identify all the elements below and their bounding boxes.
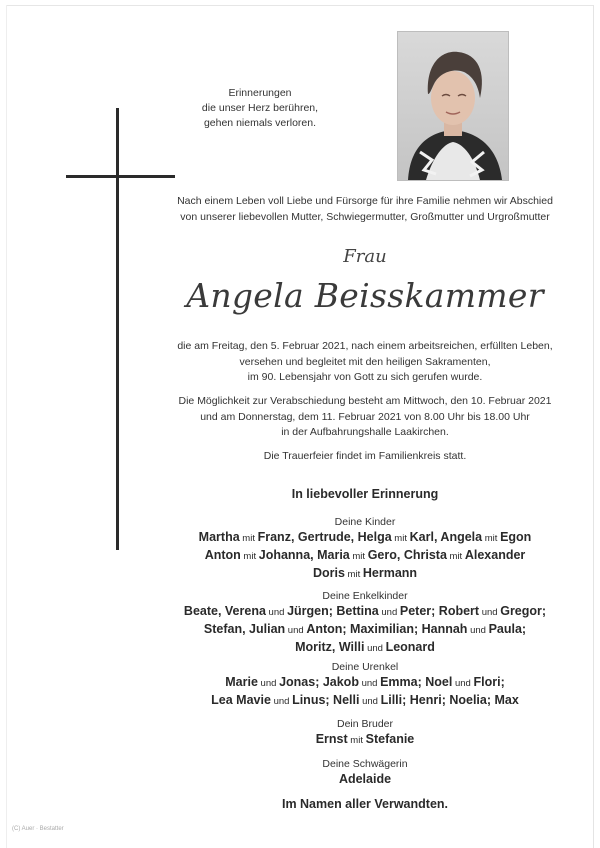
person-names: Marie bbox=[225, 675, 258, 689]
name-connector: und bbox=[467, 625, 489, 636]
person-names: Peter; Robert bbox=[399, 604, 480, 618]
person-names: Gero, Christa bbox=[367, 548, 447, 562]
death-line: versehen und begleitet mit den heiligen Sakramenten, bbox=[239, 355, 491, 368]
intro-line: Nach einem Leben voll Liebe und Fürsorge für ihre Familie nehmen wir Abschied bbox=[177, 195, 553, 207]
death-line: die am Freitag, den 5. Februar 2021, nach einem arbeitsreichen, erfüllten Leben, bbox=[177, 340, 553, 352]
farewell-line: und am Donnerstag, dem 11. Februar 2021 von 8.00 Uhr bis 18.00 Uhr bbox=[200, 410, 530, 423]
name-connector: und bbox=[285, 625, 307, 636]
person-names: Ernst bbox=[315, 732, 348, 746]
name-line bbox=[135, 621, 595, 639]
person-names: Emma; Noel bbox=[380, 675, 453, 689]
farewell-line: in der Aufbahrungshalle Laakirchen. bbox=[281, 426, 449, 438]
person-names: Johanna, Maria bbox=[258, 548, 350, 562]
group-names-brother bbox=[135, 731, 595, 749]
person-names: Stefan, Julian bbox=[203, 622, 286, 636]
death-announcement bbox=[135, 339, 595, 386]
group-label-grandchildren: Deine Enkelkinder bbox=[322, 590, 408, 602]
name-line bbox=[135, 529, 595, 547]
group-names-great-grandchildren bbox=[135, 674, 595, 710]
name-connector: und bbox=[452, 678, 474, 689]
person-names: Anton; Maximilian; Hannah bbox=[306, 622, 468, 636]
quote-line: Erinnerungen bbox=[228, 87, 292, 99]
page-border-left bbox=[6, 5, 7, 848]
person-names: Lea Mavie bbox=[211, 693, 271, 707]
person-names: Gregor; bbox=[500, 604, 547, 618]
quote-line: die unser Herz berühren, bbox=[201, 102, 319, 114]
name-connector: und bbox=[358, 678, 381, 689]
name-connector: und bbox=[270, 696, 293, 707]
name-connector: mit bbox=[446, 551, 465, 562]
group-label-brother: Dein Bruder bbox=[336, 718, 394, 730]
name-line bbox=[135, 639, 595, 657]
name-connector: und bbox=[265, 607, 288, 618]
group-label-sister-in-law: Deine Schwägerin bbox=[322, 758, 408, 770]
person-names: Flori; bbox=[473, 675, 505, 689]
deceased-name: Angela Beisskammer bbox=[186, 276, 544, 315]
person-names: Moritz, Willi bbox=[295, 640, 365, 654]
person-names: Martha bbox=[198, 530, 240, 544]
closing-line: Im Namen aller Verwandten. bbox=[281, 797, 449, 811]
name-connector: und bbox=[359, 696, 381, 707]
name-connector: mit bbox=[239, 533, 258, 544]
death-line: im 90. Lebensjahr von Gott zu sich gerufen wurde. bbox=[247, 371, 483, 383]
quote-line: gehen niemals verloren. bbox=[203, 117, 317, 129]
salutation: Frau bbox=[343, 246, 387, 267]
person-names: Beate, Verena bbox=[183, 604, 266, 618]
name-connector: mit bbox=[240, 551, 259, 562]
footer-credit: (C) Auer · Bestatter bbox=[12, 826, 64, 832]
name-connector: und bbox=[378, 607, 400, 618]
name-connector: und bbox=[364, 643, 386, 654]
group-names-grandchildren bbox=[135, 603, 595, 657]
farewell-line: Die Möglichkeit zur Verabschiedung besteht am Mittwoch, den 10. Februar 2021 bbox=[178, 395, 552, 407]
name-connector: und bbox=[257, 678, 280, 689]
group-names-sister-in-law bbox=[135, 771, 595, 788]
person-names: Franz, Gertrude, Helga bbox=[257, 530, 392, 544]
group-label-children: Deine Kinder bbox=[334, 516, 396, 528]
person-names: Jonas; Jakob bbox=[279, 675, 359, 689]
page-border-top bbox=[6, 5, 594, 6]
name-connector: mit bbox=[391, 533, 410, 544]
name-line bbox=[135, 692, 595, 710]
name-connector: mit bbox=[344, 569, 363, 580]
name-connector: mit bbox=[349, 551, 368, 562]
farewell-info bbox=[135, 394, 595, 441]
person-names: Leonard bbox=[385, 640, 435, 654]
person-names: Lilli; Henri; Noelia; Max bbox=[380, 693, 519, 707]
memorial-quote bbox=[160, 86, 360, 131]
group-names-children bbox=[135, 529, 595, 583]
memory-heading: In liebevoller Erinnerung bbox=[291, 487, 439, 501]
name-line bbox=[135, 771, 595, 788]
group-label-great-grandchildren: Deine Urenkel bbox=[331, 661, 399, 673]
person-names: Adelaide bbox=[338, 772, 392, 786]
person-names: Jürgen; Bettina bbox=[287, 604, 379, 618]
person-names: Paula; bbox=[488, 622, 527, 636]
intro-text bbox=[135, 193, 595, 225]
person-names: Egon bbox=[500, 530, 532, 544]
person-names: Anton bbox=[204, 548, 241, 562]
name-line bbox=[135, 731, 595, 749]
portrait-photo bbox=[397, 31, 509, 181]
person-names: Doris bbox=[312, 566, 345, 580]
intro-line: von unserer liebevollen Mutter, Schwiegermutter, Großmutter und Urgroßmutter bbox=[180, 211, 550, 223]
person-names: Linus; Nelli bbox=[292, 693, 360, 707]
cross-icon-bar bbox=[66, 175, 175, 178]
name-connector: mit bbox=[347, 735, 366, 746]
person-names: Alexander bbox=[464, 548, 526, 562]
person-names: Stefanie bbox=[365, 732, 415, 746]
name-line bbox=[135, 603, 595, 621]
name-connector: und bbox=[479, 607, 501, 618]
name-connector: mit bbox=[482, 533, 501, 544]
name-line bbox=[135, 547, 595, 565]
name-line bbox=[135, 674, 595, 692]
person-names: Karl, Angela bbox=[409, 530, 483, 544]
name-line bbox=[135, 565, 595, 583]
funeral-info: Die Trauerfeier findet im Familienkreis statt. bbox=[263, 450, 467, 462]
person-names: Hermann bbox=[362, 566, 418, 580]
